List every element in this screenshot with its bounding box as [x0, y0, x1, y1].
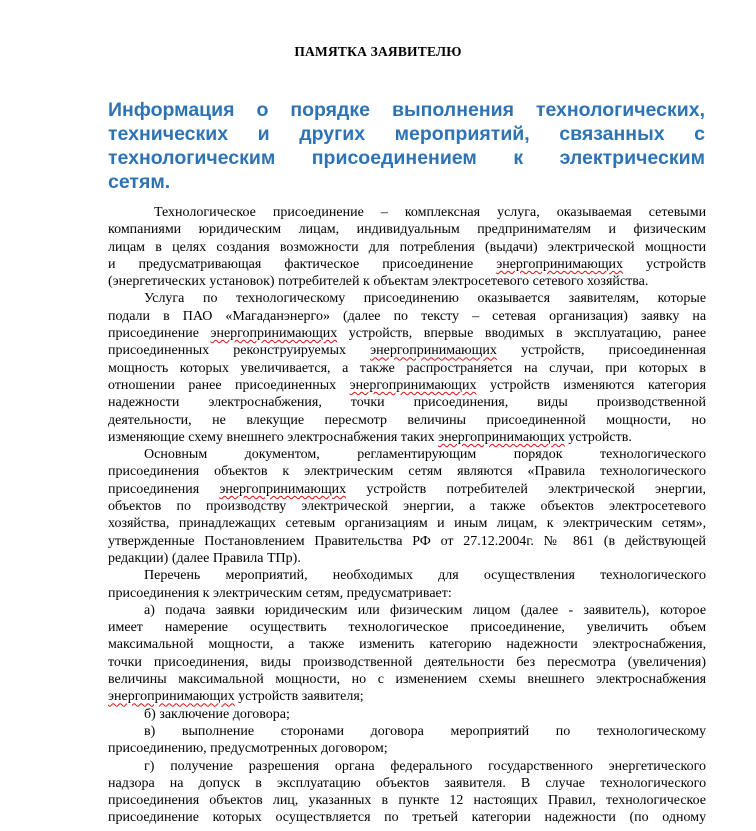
- heading-line: сетям.: [108, 171, 171, 193]
- spellcheck-word: энергопринимающих: [438, 429, 565, 445]
- body-line: изменяющие схему внешнего электроснабжения таких энергопринимающих устройств.: [108, 429, 632, 445]
- memo-title: ПАМЯТКА ЗАЯВИТЕЛЮ: [294, 44, 462, 59]
- body-line: подали в ПАО «Магаданэнерго» (далее по тексту – сетевая организация) заявку на: [108, 308, 707, 324]
- body-line: присоединения объектов к электрическим сетям являются «Правила технологического: [108, 464, 707, 480]
- body-line: (энергетических установок) потребителей к объектам электросетевого сетевого хозяйства.: [108, 274, 649, 290]
- body-line: точки присоединения, виды производственной деятельности без пересмотра (увеличения): [108, 654, 706, 670]
- body-line: лицам в целях создания возможности для потребления (выдачи) электрической мощности: [108, 239, 707, 255]
- body-line: присоединенных реконструируемых энергопринимающих устройств, присоединенная: [108, 343, 706, 359]
- body-line: Основным документом, регламентирующим порядок технологического: [144, 447, 707, 463]
- body-line: имеет намерение осуществить технологическое присоединение, увеличить объем: [108, 620, 707, 636]
- document-heading: [108, 98, 705, 194]
- spellcheck-word: энергопринимающих: [108, 689, 235, 705]
- body-line: а) подача заявки юридическим или физическим лицом (далее - заявитель), которое: [144, 602, 707, 618]
- spellcheck-word: энергопринимающих: [349, 377, 477, 393]
- body-line: деятельности, не влекущие пересмотр величины присоединенной мощности, но: [108, 412, 706, 428]
- heading-line: технических и других мероприятий, связанных с: [108, 123, 705, 145]
- body-line: энергопринимающих устройств заявителя;: [108, 689, 364, 705]
- body-line: Технологическое присоединение – комплексная услуга, оказываемая сетевыми: [154, 205, 707, 220]
- body-line: надежности электроснабжения, точки присоединения, виды производственной: [108, 395, 707, 411]
- body-line: надзора на допуск в эксплуатацию объектов заявителя. В случае технологического: [108, 775, 707, 791]
- body-line: присоединение которых осуществляется по третьей категории надежности (по одному: [108, 810, 707, 826]
- body-line: и предусматривающая фактическое присоединение энергопринимающих устройств: [108, 256, 706, 272]
- spellcheck-word: энергопринимающих: [210, 326, 338, 342]
- heading-line: технологическим присоединением к электрическим: [108, 147, 705, 169]
- body-line: Перечень мероприятий, необходимых для осуществления технологического: [144, 568, 707, 584]
- heading-line: Информация о порядке выполнения технологических,: [108, 99, 705, 121]
- body-line: компаниями юридическим лицам, индивидуальным предпринимателям и физическим: [108, 222, 707, 238]
- body-line: присоединению, предусмотренных договором;: [108, 741, 388, 757]
- body-line: отношении ранее присоединенных энергопринимающих устройств изменяются категория: [108, 377, 707, 393]
- spellcheck-word: энергопринимающих: [219, 481, 347, 497]
- body-line: присоединение энергопринимающих устройств, впервые вводимых в эксплуатацию, ранее: [108, 326, 707, 342]
- body-line: объектов по производству электрической энергии, а также объектов электросетевого: [108, 499, 707, 515]
- body-line: присоединения энергопринимающих устройств потребителей электрической энергии,: [108, 481, 706, 497]
- body-line: б) заключение договора;: [144, 706, 290, 722]
- body-line: утвержденные Постановлением Правительства РФ от 27.12.2004г. № 861 (в действующей: [108, 533, 707, 549]
- spellcheck-word: энергопринимающих: [370, 343, 497, 359]
- spellcheck-word: энергопринимающих: [496, 256, 624, 272]
- body-text: [108, 204, 706, 827]
- body-line: максимальной мощности, а также изменить категорию надежности электроснабжения,: [108, 637, 707, 653]
- body-line: присоединения объектов лиц, указанных в пункте 12 настоящих Правил, технологическое: [108, 793, 707, 809]
- body-line: мощность которых увеличивается, а также распространяется на случаи, при которых в: [108, 360, 707, 376]
- body-line: величины максимальной мощности, но с изменением схемы внешнего электроснабжения: [108, 672, 707, 688]
- body-line: в) выполнение сторонами договора мероприятий по технологическому: [144, 723, 707, 739]
- body-line: г) получение разрешения органа федерального государственного энергетического: [144, 758, 707, 774]
- body-line: редакции) (далее Правила ТПр).: [108, 550, 301, 566]
- body-line: присоединения к электрическим сетям, предусматривает:: [108, 585, 452, 601]
- body-line: Услуга по технологическому присоединению оказывается заявителям, которые: [144, 291, 707, 307]
- body-line: хозяйства, принадлежащих сетевым организациям и иным лицам, к электрическим сетям»,: [108, 516, 707, 532]
